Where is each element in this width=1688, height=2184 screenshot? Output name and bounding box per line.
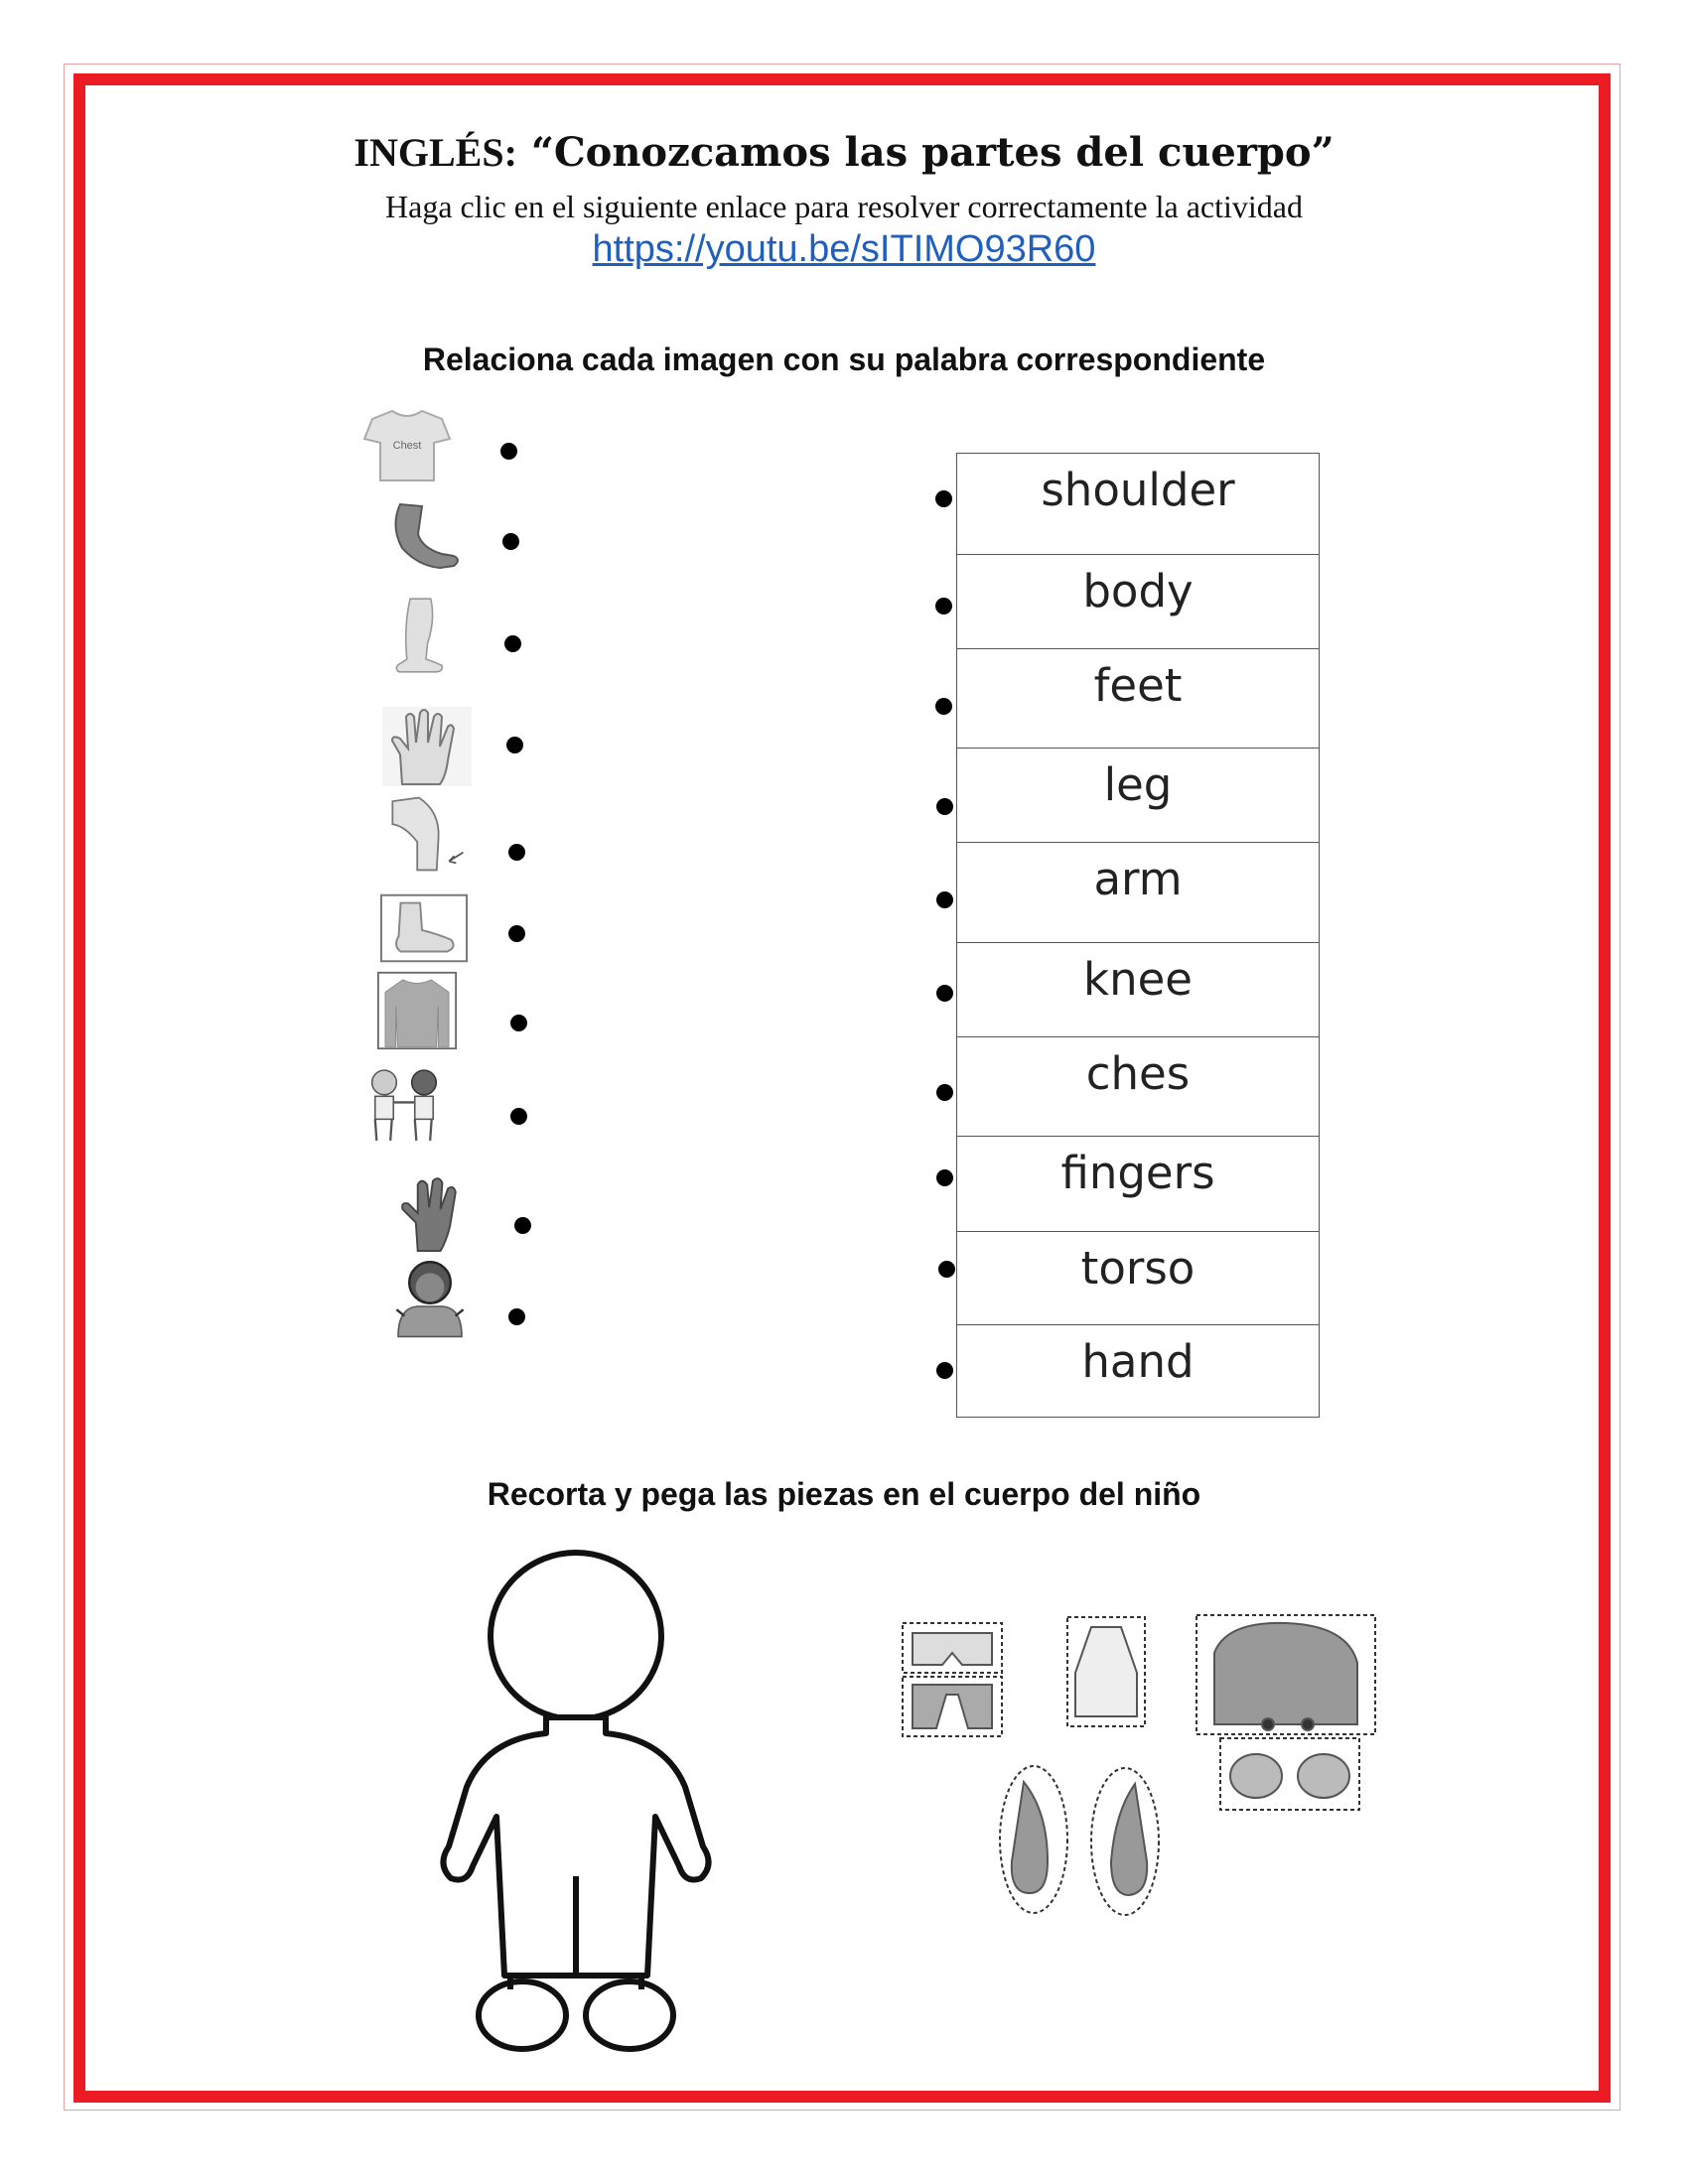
match-dot-right[interactable] [936,891,953,908]
chest-label: Chest [392,440,422,452]
match-dot-right[interactable] [938,1261,955,1278]
matching-instruction: Relaciona cada imagen con su palabra correspondiente [422,341,1266,377]
match-dot-right[interactable] [935,598,952,614]
word-label: torso [1080,1242,1196,1295]
page-title [0,129,1688,176]
match-dot-right[interactable] [935,490,952,507]
word-label: body [1082,565,1194,617]
word-cell-body [957,554,1319,648]
torso-icon [372,971,462,1050]
hand-icon [387,1173,477,1253]
match-dot-left[interactable] [508,925,525,942]
cutout-pieces [899,1613,1435,1941]
match-dot-left[interactable] [514,1217,531,1234]
word-cell-shoulder [957,454,1319,554]
word-label: knee [1083,953,1193,1006]
match-dot-right[interactable] [935,698,952,715]
cut-paste-instruction: Recorta y pega las piezas en el cuerpo del niño [487,1476,1201,1512]
word-cell-torso [957,1231,1319,1324]
match-dot-left[interactable] [504,635,521,652]
word-cell-arm [957,842,1319,942]
subtitle: Haga clic en el siguiente enlace para resolver correctamente la actividad [385,189,1303,224]
shoulder-icon [385,1259,475,1338]
match-dot-left[interactable] [510,1015,527,1031]
word-table [956,453,1320,1418]
word-label: leg [1103,758,1173,811]
match-dot-right[interactable] [936,798,953,815]
word-cell-hand [957,1324,1319,1419]
title-subject: INGLÉS: [353,130,517,175]
match-dot-left[interactable] [510,1108,527,1125]
match-dot-right[interactable] [936,1084,953,1101]
word-cell-knee [957,942,1319,1036]
word-cell-fingers [957,1136,1319,1231]
t-shirt-chest-icon [362,407,452,486]
match-dot-right[interactable] [936,1169,953,1186]
word-label: hand [1081,1335,1195,1388]
match-dot-right[interactable] [936,985,953,1002]
match-dot-left[interactable] [506,737,523,753]
match-dot-right[interactable] [936,1362,953,1379]
arm-icon [382,496,472,576]
title-text: “Conozcamos las partes del cuerpo” [516,129,1335,176]
video-link[interactable]: https://youtu.be/sITIMO93R60 [592,228,1096,270]
word-label: feet [1093,659,1183,712]
word-label: arm [1093,853,1183,905]
match-dot-left[interactable] [508,844,525,861]
children-body-icon [359,1064,449,1144]
match-dot-left[interactable] [508,1308,525,1325]
fingers-icon [382,707,472,786]
word-cell-ches [957,1036,1319,1136]
match-dot-left[interactable] [500,443,517,460]
word-cell-feet [957,648,1319,748]
leg-icon [377,596,467,675]
word-label: shoulder [1041,464,1235,516]
match-dot-left[interactable] [502,533,519,550]
word-cell-leg [957,748,1319,842]
word-label: fingers [1060,1147,1215,1199]
knee-icon [382,794,472,874]
word-label: ches [1085,1047,1191,1100]
body-outline-figure [427,1549,725,2075]
foot-icon [379,888,469,968]
